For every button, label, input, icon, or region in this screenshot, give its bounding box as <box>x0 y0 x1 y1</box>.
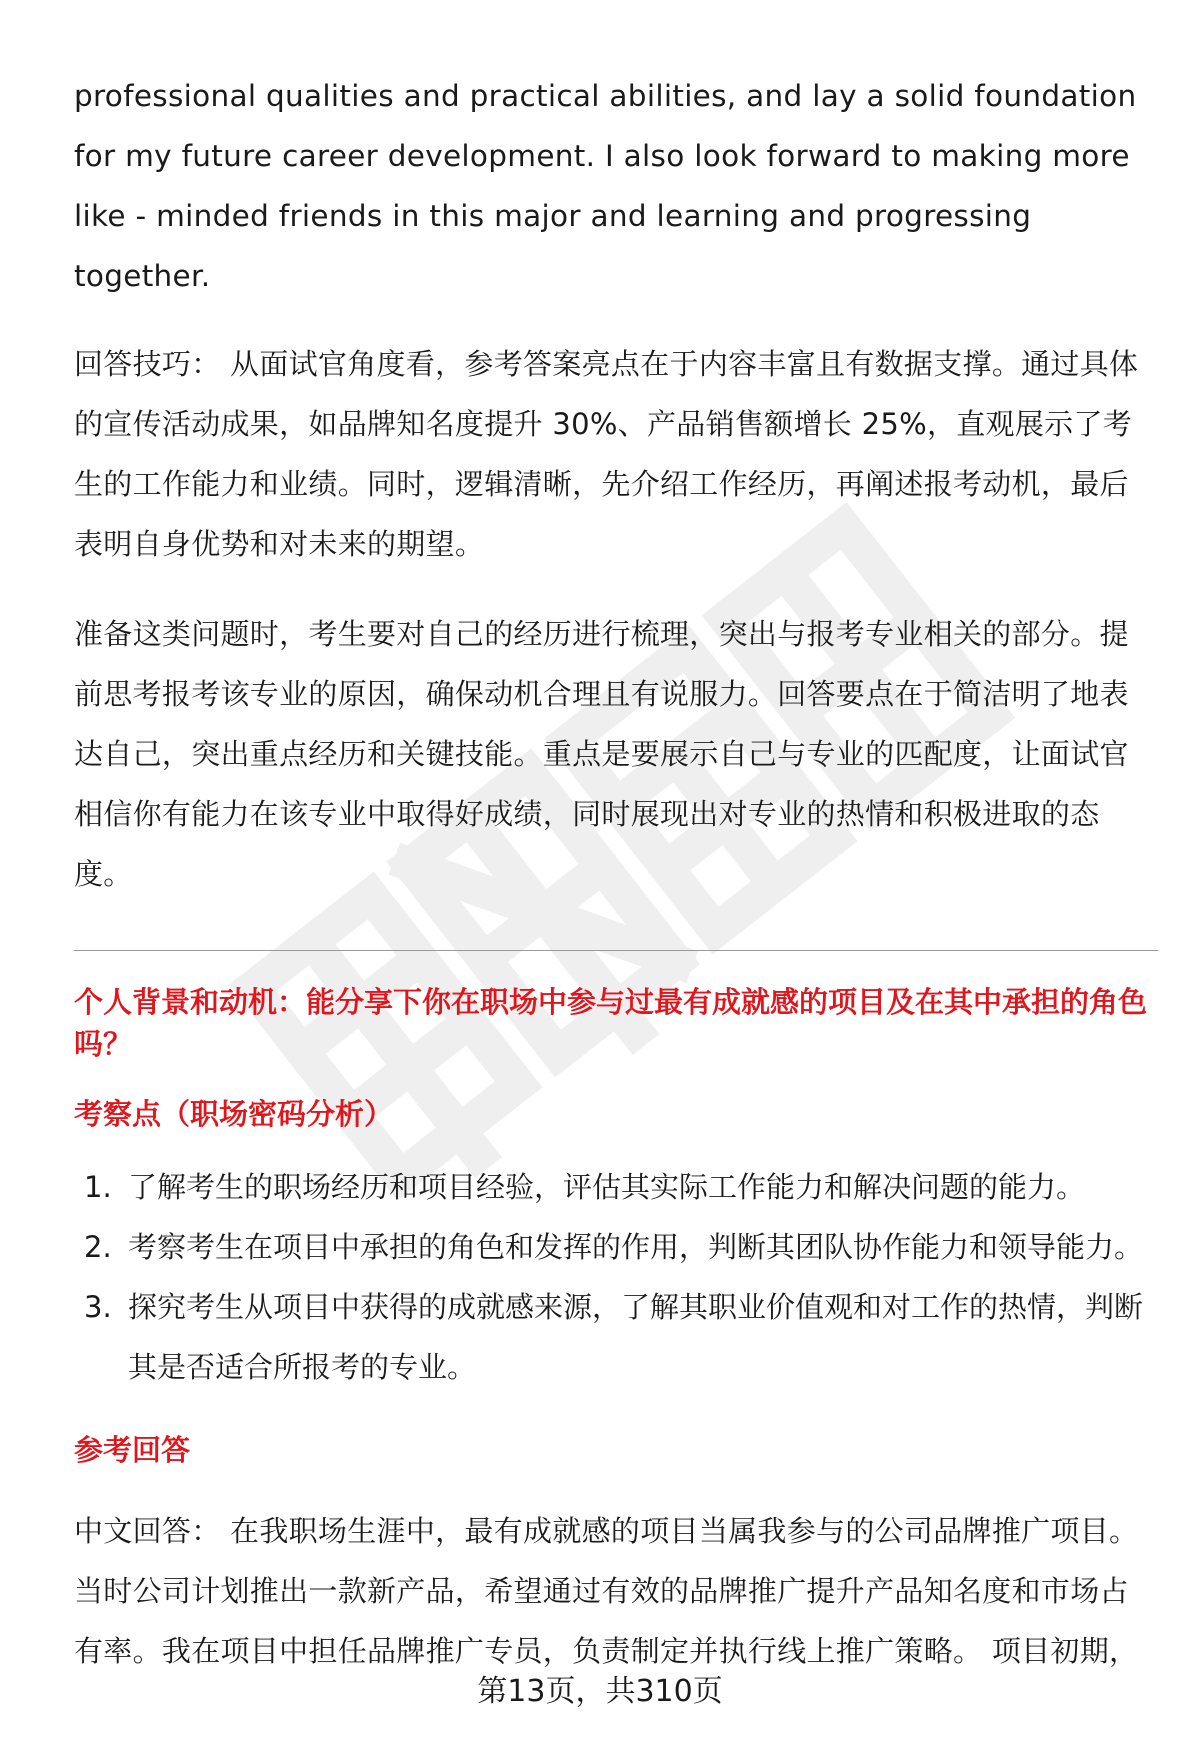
section-divider <box>74 950 1158 951</box>
list-item-number: 1. <box>84 1170 112 1204</box>
document-body <box>74 66 1158 1681</box>
answer-paragraph: 中文回答： 在我职场生涯中，最有成就感的项目当属我参与的公司品牌推广项目。当时公司计划推出一款新产品，希望通过有效的品牌推广提升产品知名度和市场占有率。我在项目中担任品牌推广专员，负责制定并执行线上推广策略。 项目初期， <box>74 1514 1139 1668</box>
prep-paragraph: 准备这类问题时，考生要对自己的经历进行梳理，突出与报考专业相关的部分。提前思考报考该专业的原因，确保动机合理且有说服力。回答要点在于简洁明了地表达自己，突出重点经历和关键技能。重点是要展示自己与专业的匹配度，让面试官相信你有能力在该专业中取得好成绩，同时展现出对专业的热情和积极进取的态度。 <box>74 617 1129 891</box>
list-item-text: 探究考生从项目中获得的成就感来源，了解其职业价值观和对工作的热情，判断其是否适合所报考的专业。 <box>128 1290 1144 1384</box>
list-item <box>74 1217 1158 1277</box>
points-heading: 考察点（职场密码分析） <box>74 1097 394 1131</box>
points-list <box>74 1157 1158 1397</box>
tips-paragraph: 回答技巧： 从面试官角度看，参考答案亮点在于内容丰富且有数据支撑。通过具体的宣传活动成果，如品牌知名度提升 30%、产品销售额增长 25%，直观展示了考生的工作能力和业绩。同时，逻辑清晰，先介绍工作经历，再阐述报考动机，最后表明自身优势和对未来的期望。 <box>74 347 1139 561</box>
list-item-text: 考察考生在项目中承担的角色和发挥的作用，判断其团队协作能力和领导能力。 <box>128 1230 1144 1264</box>
list-item <box>74 1157 1158 1217</box>
question-heading: 个人背景和动机：能分享下你在职场中参与过最有成就感的项目及在其中承担的角色吗？ <box>74 985 1148 1061</box>
intro-paragraph-english: professional qualities and practical abilities, and lay a solid foundation for my future career development. I also look forward to making more like - minded friends in this major and learning and progressing together. <box>74 79 1137 293</box>
list-item <box>74 1277 1158 1397</box>
list-item-number: 3. <box>84 1290 112 1324</box>
list-item-number: 2. <box>84 1230 112 1264</box>
answer-heading: 参考回答 <box>74 1433 191 1467</box>
list-item-text: 了解考生的职场经历和项目经验，评估其实际工作能力和解决问题的能力。 <box>128 1170 1086 1204</box>
page-number-footer: 第13页，共310页 <box>477 1674 723 1709</box>
